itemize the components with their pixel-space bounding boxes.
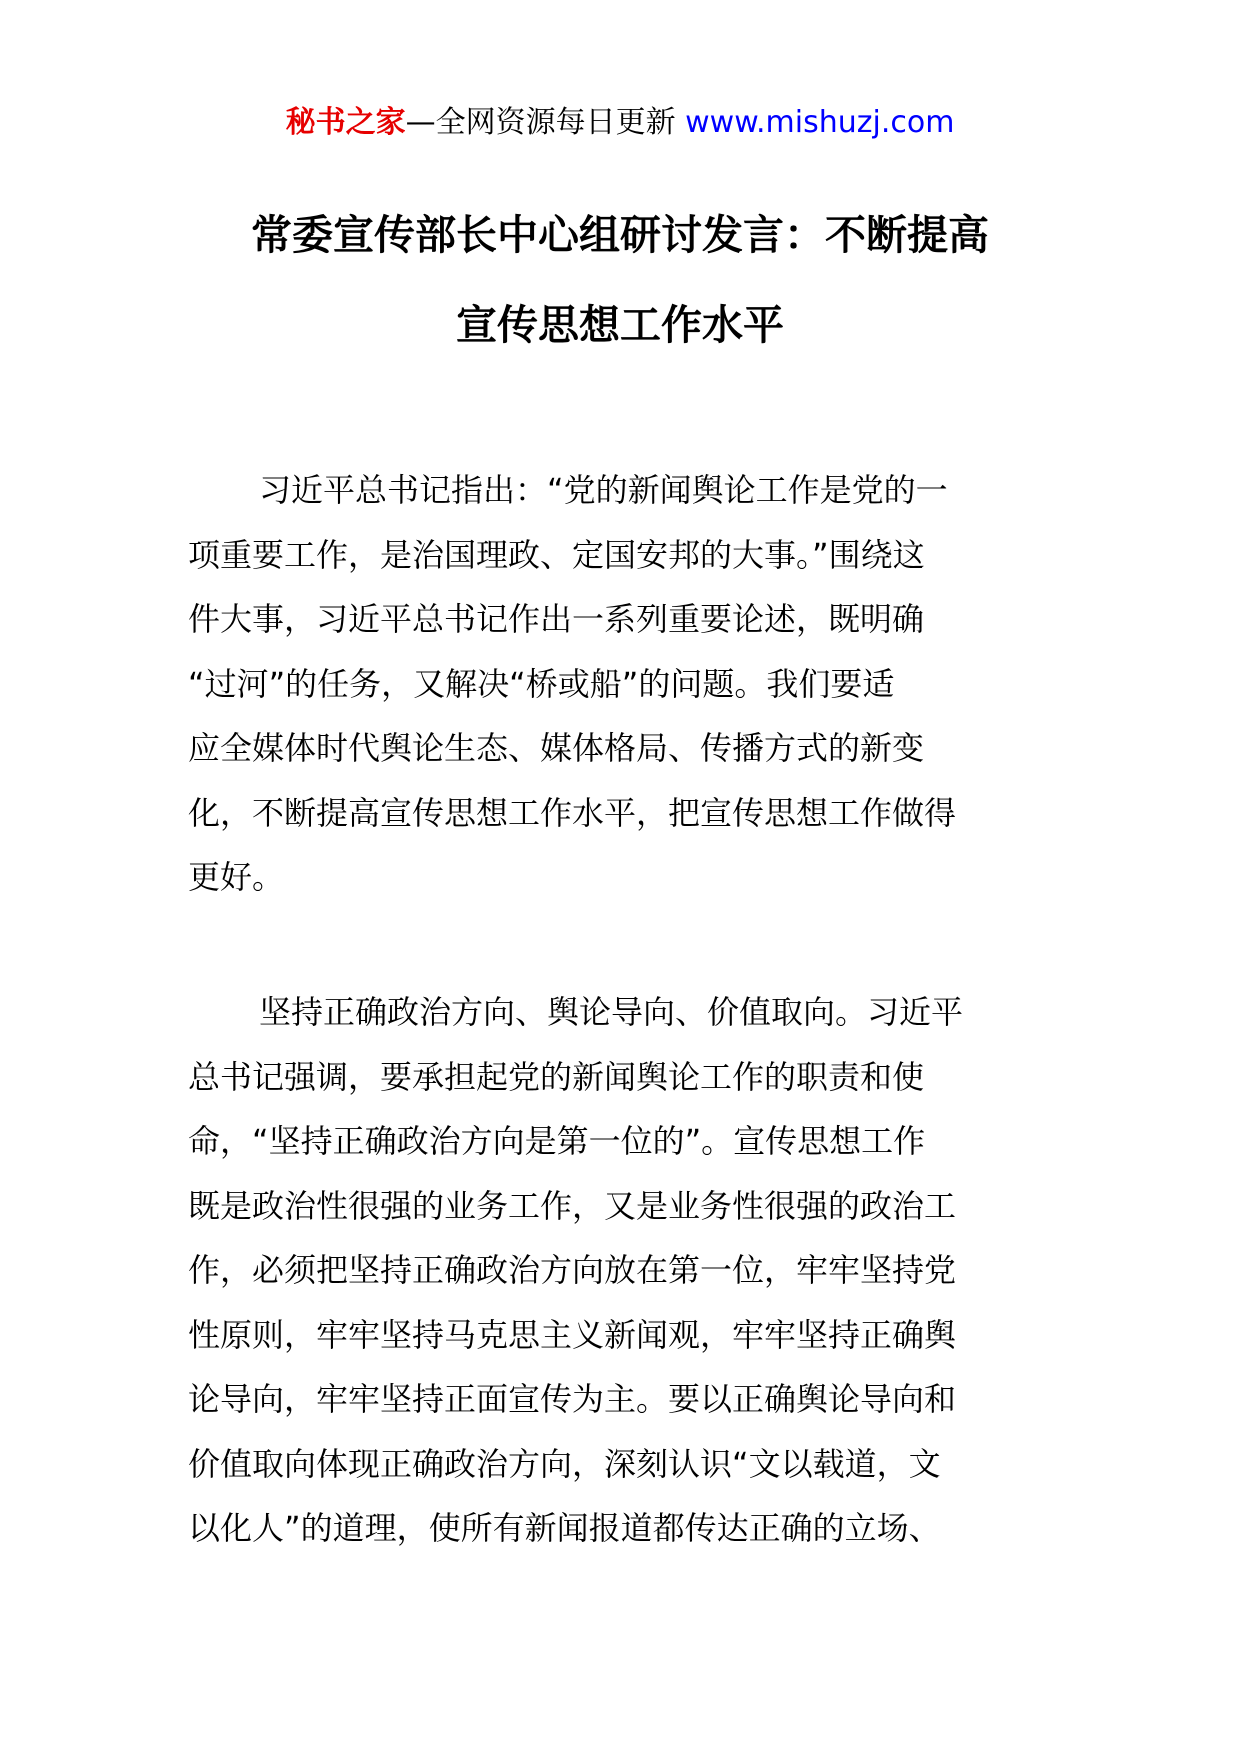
title-line-1: 常委宣传部长中心组研讨发言：不断提高 [251, 211, 989, 259]
paragraph-line: 更好。 [188, 858, 285, 896]
paragraph-line: “过河”的任务，又解决“桥或船”的问题。我们要适 [188, 664, 895, 703]
site-slogan: —全网资源每日更新 [405, 105, 686, 140]
paragraph-line: 件大事，习近平总书记作出一系列重要论述，既明确 [188, 600, 925, 638]
paragraph-1 [188, 458, 1054, 910]
site-brand: 秘书之家 [285, 105, 406, 140]
title-line-2: 宣传思想工作水平 [456, 301, 784, 349]
paragraph-line: 总书记强调，要承担起党的新闻舆论工作的职责和使 [188, 1057, 925, 1096]
paragraph-line: 应全媒体时代舆论生态、媒体格局、传播方式的新变 [188, 729, 925, 767]
paragraph-line: 命，“坚持正确政治方向是第一位的”。宣传思想工作 [188, 1122, 926, 1160]
paragraph-line: 习近平总书记指出：“党的新闻舆论工作是党的一 [259, 471, 948, 509]
paragraph-line: 价值取向体现正确政治方向，深刻认识“文以载道，文 [188, 1444, 941, 1483]
site-header [0, 100, 1240, 146]
site-url-link[interactable]: www.mishuzj.com [685, 105, 955, 140]
paragraph-line: 既是政治性很强的业务工作，又是业务性很强的政治工 [188, 1186, 957, 1225]
paragraph-line: 以化人”的道理，使所有新闻报道都传达正确的立场、 [188, 1509, 941, 1547]
paragraph-line: 项重要工作，是治国理政、定国安邦的大事。”围绕这 [188, 535, 925, 574]
paragraph-line: 作，必须把坚持正确政治方向放在第一位，牢牢坚持党 [188, 1251, 957, 1289]
paragraph-line: 性原则，牢牢坚持马克思主义新闻观，牢牢坚持正确舆 [188, 1315, 957, 1354]
document-title [150, 190, 1090, 370]
paragraph-2 [188, 980, 1054, 1561]
paragraph-line: 坚持正确政治方向、舆论导向、价值取向。习近平 [259, 993, 964, 1031]
paragraph-line: 化，不断提高宣传思想工作水平，把宣传思想工作做得 [188, 793, 957, 832]
paragraph-line: 论导向，牢牢坚持正面宣传为主。要以正确舆论导向和 [188, 1380, 957, 1418]
